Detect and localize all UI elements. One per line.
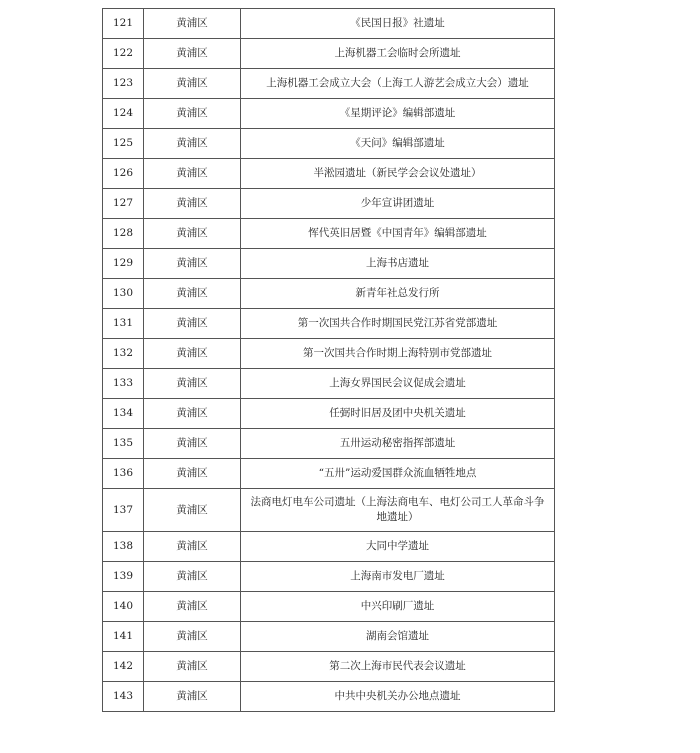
row-number: 125 [103, 129, 144, 159]
table-row [103, 279, 555, 309]
sites-table [102, 8, 555, 712]
row-district: 黄浦区 [144, 532, 241, 562]
row-district: 黄浦区 [144, 159, 241, 189]
table-row [103, 622, 555, 652]
row-number: 121 [103, 9, 144, 39]
table-row [103, 189, 555, 219]
row-number: 142 [103, 652, 144, 682]
row-district: 黄浦区 [144, 429, 241, 459]
row-number: 136 [103, 459, 144, 489]
row-site-name: 《天问》编辑部遗址 [241, 129, 555, 159]
row-district: 黄浦区 [144, 249, 241, 279]
row-number: 128 [103, 219, 144, 249]
table-row [103, 652, 555, 682]
row-district: 黄浦区 [144, 459, 241, 489]
table-row [103, 429, 555, 459]
table-row [103, 459, 555, 489]
row-site-name: 上海女界国民会议促成会遗址 [241, 369, 555, 399]
row-number: 129 [103, 249, 144, 279]
table-row [103, 369, 555, 399]
row-number: 122 [103, 39, 144, 69]
row-district: 黄浦区 [144, 9, 241, 39]
row-number: 134 [103, 399, 144, 429]
row-site-name: 恽代英旧居暨《中国青年》编辑部遗址 [241, 219, 555, 249]
table-row [103, 9, 555, 39]
row-site-name: 中兴印刷厂遗址 [241, 592, 555, 622]
row-district: 黄浦区 [144, 652, 241, 682]
row-number: 140 [103, 592, 144, 622]
row-site-name: 五卅运动秘密指挥部遗址 [241, 429, 555, 459]
row-district: 黄浦区 [144, 339, 241, 369]
row-district: 黄浦区 [144, 592, 241, 622]
table-row [103, 339, 555, 369]
table-row [103, 249, 555, 279]
table-row [103, 489, 555, 532]
row-district: 黄浦区 [144, 562, 241, 592]
row-site-name: 第一次国共合作时期上海特别市党部遗址 [241, 339, 555, 369]
row-district: 黄浦区 [144, 399, 241, 429]
row-district: 黄浦区 [144, 69, 241, 99]
row-site-name: 半淞园遗址（新民学会会议处遗址） [241, 159, 555, 189]
row-number: 130 [103, 279, 144, 309]
row-district: 黄浦区 [144, 99, 241, 129]
row-site-name: 上海书店遗址 [241, 249, 555, 279]
table-row [103, 682, 555, 712]
row-site-name: 《星期评论》编辑部遗址 [241, 99, 555, 129]
table-row [103, 69, 555, 99]
row-site-name: 新青年社总发行所 [241, 279, 555, 309]
row-site-name: 上海机器工会成立大会（上海工人游艺会成立大会）遗址 [241, 69, 555, 99]
row-district: 黄浦区 [144, 369, 241, 399]
row-district: 黄浦区 [144, 489, 241, 532]
row-number: 141 [103, 622, 144, 652]
table-row [103, 39, 555, 69]
row-district: 黄浦区 [144, 682, 241, 712]
row-site-name: 上海南市发电厂遗址 [241, 562, 555, 592]
row-site-name: 法商电灯电车公司遗址（上海法商电车、电灯公司工人革命斗争地遗址） [241, 489, 555, 532]
row-site-name: “五卅”运动爱国群众流血牺牲地点 [241, 459, 555, 489]
row-site-name: 任弼时旧居及团中央机关遗址 [241, 399, 555, 429]
row-site-name: 大同中学遗址 [241, 532, 555, 562]
row-district: 黄浦区 [144, 279, 241, 309]
row-site-name: 第二次上海市民代表会议遗址 [241, 652, 555, 682]
table-row [103, 592, 555, 622]
table-row [103, 129, 555, 159]
row-number: 133 [103, 369, 144, 399]
table-row [103, 562, 555, 592]
row-district: 黄浦区 [144, 129, 241, 159]
row-district: 黄浦区 [144, 189, 241, 219]
table-row [103, 532, 555, 562]
row-number: 123 [103, 69, 144, 99]
table-row [103, 99, 555, 129]
row-district: 黄浦区 [144, 39, 241, 69]
row-number: 127 [103, 189, 144, 219]
row-site-name: 湖南会馆遗址 [241, 622, 555, 652]
row-district: 黄浦区 [144, 309, 241, 339]
row-site-name: 第一次国共合作时期国民党江苏省党部遗址 [241, 309, 555, 339]
row-number: 124 [103, 99, 144, 129]
row-district: 黄浦区 [144, 622, 241, 652]
row-site-name: 上海机器工会临时会所遗址 [241, 39, 555, 69]
row-site-name: 少年宣讲团遗址 [241, 189, 555, 219]
row-number: 135 [103, 429, 144, 459]
row-number: 143 [103, 682, 144, 712]
table-row [103, 159, 555, 189]
row-number: 132 [103, 339, 144, 369]
row-site-name: 中共中央机关办公地点遗址 [241, 682, 555, 712]
row-number: 131 [103, 309, 144, 339]
row-district: 黄浦区 [144, 219, 241, 249]
row-site-name: 《民国日报》社遗址 [241, 9, 555, 39]
row-number: 139 [103, 562, 144, 592]
row-number: 138 [103, 532, 144, 562]
row-number: 137 [103, 489, 144, 532]
row-number: 126 [103, 159, 144, 189]
table-row [103, 309, 555, 339]
sites-table-body [103, 9, 555, 712]
table-row [103, 219, 555, 249]
table-row [103, 399, 555, 429]
